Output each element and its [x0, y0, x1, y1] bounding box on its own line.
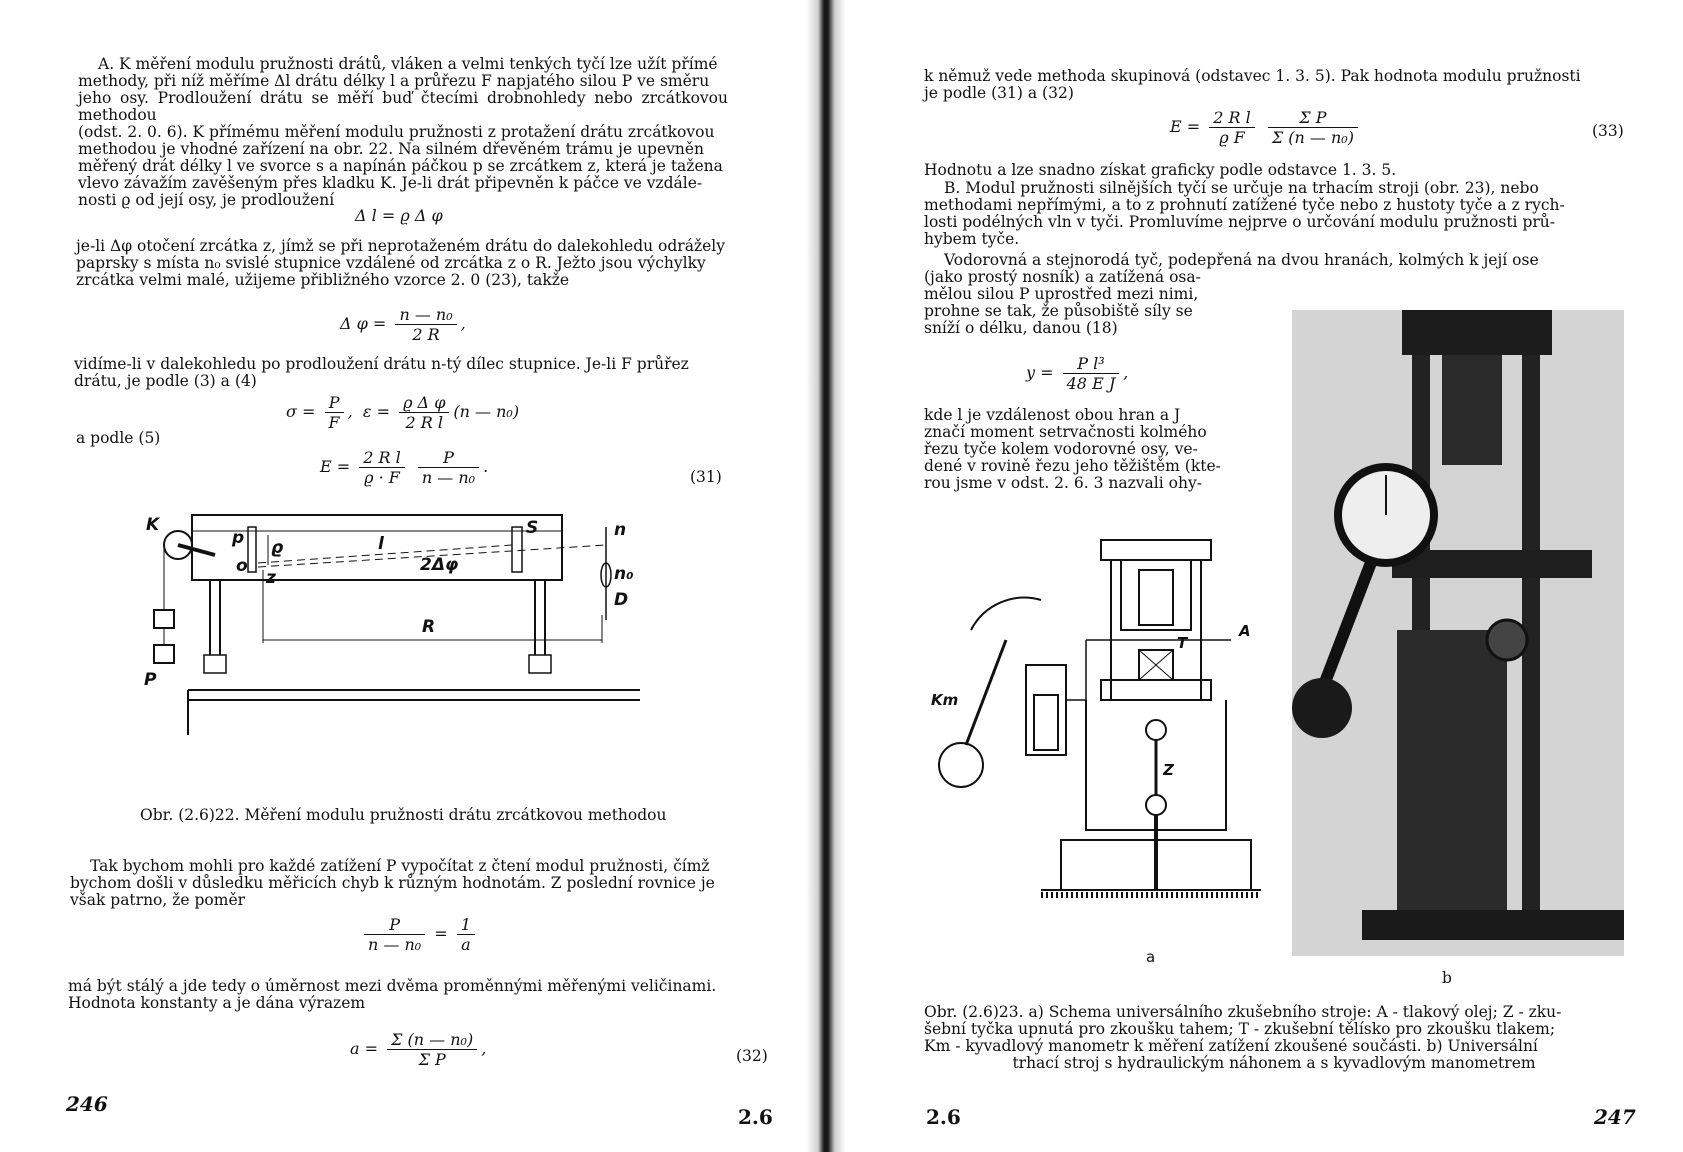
line: bychom došli v důsledku měřicích chyb k různým hodnotám. Z poslední rovnice je — [70, 874, 715, 892]
line: prohne se tak, že působiště síly se — [924, 302, 1193, 320]
label-z: z — [266, 568, 276, 588]
line: methodou je vhodné zařízení na obr. 22. Na silném dřevěném trámu je upevněn — [78, 140, 705, 158]
line: značí moment setrvačnosti kolmého — [924, 423, 1207, 441]
piston — [1139, 570, 1173, 625]
left-page — [0, 0, 830, 1152]
paragraph-a — [924, 68, 1624, 102]
numerator: ϱ Δ φ — [399, 393, 449, 413]
line: Obr. (2.6)23. a) Schema universálního zkušebního stroje: A - tlakový olej; Z - zku- — [924, 1003, 1562, 1021]
denominator: a — [461, 935, 471, 954]
label-n: n — [614, 520, 627, 540]
line: kde l je vzdálenost obou hran a J — [924, 406, 1181, 424]
book-gutter — [806, 0, 846, 1152]
line: drátu, je podle (3) a (4) — [74, 372, 257, 390]
fraction — [418, 448, 479, 487]
label-P: P — [144, 670, 157, 690]
equation-sigma-epsilon — [286, 393, 519, 432]
line: zrcátka velmi malé, užijeme přibližného vzorce 2. 0 (23), takže — [76, 271, 570, 289]
numerator: P — [325, 393, 344, 413]
label-A: A — [1239, 622, 1251, 640]
numerator: P l³ — [1063, 354, 1120, 374]
line: vlevo závažím zavěšeným přes kladku K. Je-li drát připevněn k páčce ve vzdále- — [78, 174, 703, 192]
eq-lhs: ε = — [362, 402, 390, 421]
line: je podle (31) a (32) — [924, 84, 1074, 102]
eq-tail: , — [460, 314, 466, 333]
line: však patrno, že poměr — [70, 891, 246, 909]
numerator: 1 — [457, 915, 475, 935]
line: vidíme-li v dalekohledu po prodloužení drátu n-tý dílec stupnice. Je-li F průřez — [74, 355, 689, 373]
line: měřený drát délky l ve svorce s a napínán páčkou p se zrcátkem z, která je tažena — [78, 157, 723, 175]
line: jeho osy. Prodloužení drátu se měří buď čtecími drobnohledy nebo zrcátkovou methodou — [78, 89, 728, 124]
equation-number-32: (32) — [736, 1047, 768, 1065]
line: Hodnota konstanty a je dána výrazem — [68, 994, 366, 1012]
equation-33 — [1170, 108, 1362, 147]
equation-31 — [320, 448, 488, 487]
numerator: Σ P — [1268, 108, 1358, 128]
machine-crosshead — [1392, 550, 1592, 578]
line: Vodorovná a stejnorodá tyč, podepřená na dvou hranách, kolmých k její ose — [944, 251, 1539, 269]
machine-body — [1397, 630, 1507, 930]
fraction — [395, 305, 456, 344]
fraction — [1063, 354, 1120, 393]
label-2dphi: 2Δφ — [420, 555, 459, 575]
paragraph-a — [78, 56, 728, 209]
label-K: K — [146, 515, 160, 535]
numerator: P — [418, 448, 479, 468]
label-b: b — [1442, 969, 1452, 987]
label-n0: n₀ — [614, 564, 634, 584]
equation-deflection — [1026, 354, 1128, 393]
cylinder-small — [1026, 665, 1066, 755]
label-D: D — [614, 590, 629, 610]
page-number: 247 — [1594, 1105, 1636, 1129]
eq-tail: , — [1123, 363, 1129, 382]
paragraph-d: a podle (5) — [76, 429, 161, 447]
line: trhací stroj s hydraulickým náhonem a s kyvadlovým manometrem — [1012, 1054, 1536, 1072]
line: je-li Δφ otočení zrcátka z, jímž se při neprotaženém drátu do dalekohledu odrážely — [76, 237, 725, 255]
label-T: T — [1177, 634, 1188, 652]
label-R: R — [422, 617, 436, 637]
weight-1 — [154, 610, 174, 628]
equation-delta-l: Δ l = ϱ Δ φ — [355, 206, 443, 225]
line: šební tyčka upnutá pro zkoušku tahem; T - zkušební tělísko pro zkoušku tlakem; — [924, 1020, 1556, 1038]
numerator: P — [364, 915, 425, 935]
section-number: 2.6 — [738, 1105, 773, 1129]
paragraph-b: Hodnotu a lze snadno získat graficky podle odstavce 1. 3. 5. — [924, 161, 1397, 179]
eq-tail: . — [483, 457, 489, 476]
weight-2 — [154, 645, 174, 663]
paragraph-b — [76, 238, 726, 289]
numerator: 2 R l — [359, 448, 405, 468]
machine-column-right — [1522, 320, 1540, 920]
denominator: Σ (n — n₀) — [1271, 128, 1354, 147]
line: losti podélných vln v tyči. Promluvíme nejprve o určování modulu pružnosti prů- — [924, 213, 1555, 231]
line: sníží o délku, danou (18) — [924, 319, 1118, 337]
denominator: 2 R l — [405, 413, 443, 432]
machine-top — [1402, 310, 1552, 355]
eq-lhs: σ = — [286, 402, 316, 421]
numerator: 2 R l — [1209, 108, 1255, 128]
denominator: 2 R — [412, 325, 440, 344]
fraction — [359, 448, 405, 487]
line: B. Modul pružnosti silnějších tyčí se určuje na trhacím stroji (obr. 23), nebo — [944, 179, 1539, 197]
paragraph-c — [74, 356, 724, 390]
fraction — [387, 1030, 477, 1069]
denominator: ϱ F — [1219, 128, 1245, 147]
right-page — [846, 0, 1683, 1152]
machine-base — [1362, 910, 1624, 940]
machine-cylinder — [1442, 355, 1502, 465]
clamp-p — [248, 527, 256, 572]
figure-22-mirror-method-diagram — [140, 505, 670, 735]
equation-number-33: (33) — [1592, 122, 1624, 140]
label-p: p — [232, 528, 245, 548]
foot-left — [204, 655, 226, 673]
denominator: n — n₀ — [368, 935, 422, 954]
label-a: a — [1146, 948, 1156, 966]
line: Km - kyvadlový manometr k měření zatížení zkoušené součásti. b) Universální — [924, 1037, 1538, 1055]
denominator: 48 E J — [1066, 374, 1116, 393]
figure-23-caption — [924, 1004, 1624, 1072]
eq-lhs: E = — [320, 457, 351, 476]
page-number: 246 — [66, 1092, 108, 1116]
label-s: S — [526, 518, 539, 538]
denominator: F — [328, 413, 340, 432]
line: nosti ϱ od její osy, je prodloužení — [78, 191, 335, 209]
line: methodami nepřímými, a to z prohnutí zatížené tyče nebo z hustoty tyče a z rych- — [924, 196, 1565, 214]
denominator: ϱ · F — [364, 468, 400, 487]
numerator: n — n₀ — [395, 305, 456, 325]
label-l: l — [378, 534, 384, 554]
figure-22-caption: Obr. (2.6)22. Měření modulu pružnosti drátu zrcátkovou methodou — [140, 806, 667, 824]
eq-lhs: E = — [1170, 117, 1201, 136]
paragraph-e — [924, 407, 1254, 492]
line: má být stálý a jde tedy o úměrnost mezi dvěma proměnnými měřenými veličinami. — [68, 977, 717, 995]
line: dené v rovině řezu jeho těžištěm (kte- — [924, 457, 1221, 475]
grip-lower — [1146, 795, 1166, 815]
equation-delta-phi — [340, 305, 466, 344]
pendulum-bob — [939, 743, 983, 787]
figure-23a-testing-machine-schema — [921, 530, 1261, 970]
eq-tail: , — [481, 1039, 487, 1058]
equation-number-31: (31) — [690, 468, 722, 486]
label-o: o — [236, 556, 248, 576]
line: paprsky s místa n₀ svislé stupnice vzdálené od zrcátka z o R. Ježto jsou výchylky — [76, 254, 706, 272]
fraction — [364, 915, 425, 954]
handwheel — [1487, 620, 1527, 660]
fraction — [399, 393, 449, 432]
fraction — [1268, 108, 1358, 147]
foot-right — [529, 655, 551, 673]
paragraph-e — [70, 858, 722, 909]
label-Z: Z — [1163, 761, 1174, 779]
wire — [258, 545, 512, 563]
section-number: 2.6 — [926, 1105, 961, 1129]
testing-machine-photo-illustration — [1292, 310, 1624, 956]
paragraph-c — [924, 180, 1624, 248]
pendulum-arm — [966, 640, 1006, 745]
line: A. K měření modulu pružnosti drátů, vláken a velmi tenkých tyčí lze užít přímé — [98, 55, 718, 73]
paragraph-f — [68, 978, 728, 1012]
cylinder-small-inner — [1034, 695, 1058, 750]
equals: = — [434, 924, 448, 943]
equation-32 — [350, 1030, 486, 1069]
fraction — [325, 393, 344, 432]
line: k němuž vede methoda skupinová (odstavec 1. 3. 5). Pak hodnota modulu pružnosti — [924, 67, 1581, 85]
label-Km: Km — [931, 691, 959, 709]
eq-lhs: Δ φ = — [340, 314, 387, 333]
label-rho: ϱ — [271, 538, 284, 558]
figure-23b-photo — [1292, 310, 1624, 956]
eq-lhs: a = — [350, 1039, 379, 1058]
pendulum-weight — [1292, 678, 1352, 738]
fraction — [457, 915, 475, 954]
eq-lhs: y = — [1026, 363, 1054, 382]
denominator: n — n₀ — [421, 468, 476, 487]
grip-upper — [1146, 720, 1166, 740]
line: mělou silou P uprostřed mezi nimi, — [924, 285, 1199, 303]
line: (jako prostý nosník) a zatížená osa- — [924, 268, 1201, 286]
denominator: Σ P — [418, 1050, 446, 1069]
frame-top — [1101, 540, 1211, 560]
lever — [178, 545, 215, 555]
gauge-dial — [971, 598, 1041, 630]
equation-ratio — [360, 915, 479, 954]
line: řezu tyče kolem vodorovné osy, ve- — [924, 440, 1198, 458]
eq-tail: (n — n₀) — [453, 402, 520, 421]
fraction — [1209, 108, 1255, 147]
line: methody, při níž měříme Δl drátu délky l a průřezu F napjatého silou P ve směru — [78, 72, 710, 90]
crosshead — [1101, 680, 1211, 700]
clamp-s — [512, 527, 522, 572]
line: Tak bychom mohli pro každé zatížení P vypočítat z čtení modul pružnosti, čímž — [90, 857, 710, 875]
line: rou jsme v odst. 2. 6. 3 nazvali ohy- — [924, 474, 1202, 492]
numerator: Σ (n — n₀) — [387, 1030, 477, 1050]
separator: , — [347, 402, 353, 421]
line: hybem tyče. — [924, 230, 1020, 248]
line: (odst. 2. 0. 6). K přímému měření modulu pružnosti z protažení drátu zrcátkovou — [78, 123, 715, 141]
